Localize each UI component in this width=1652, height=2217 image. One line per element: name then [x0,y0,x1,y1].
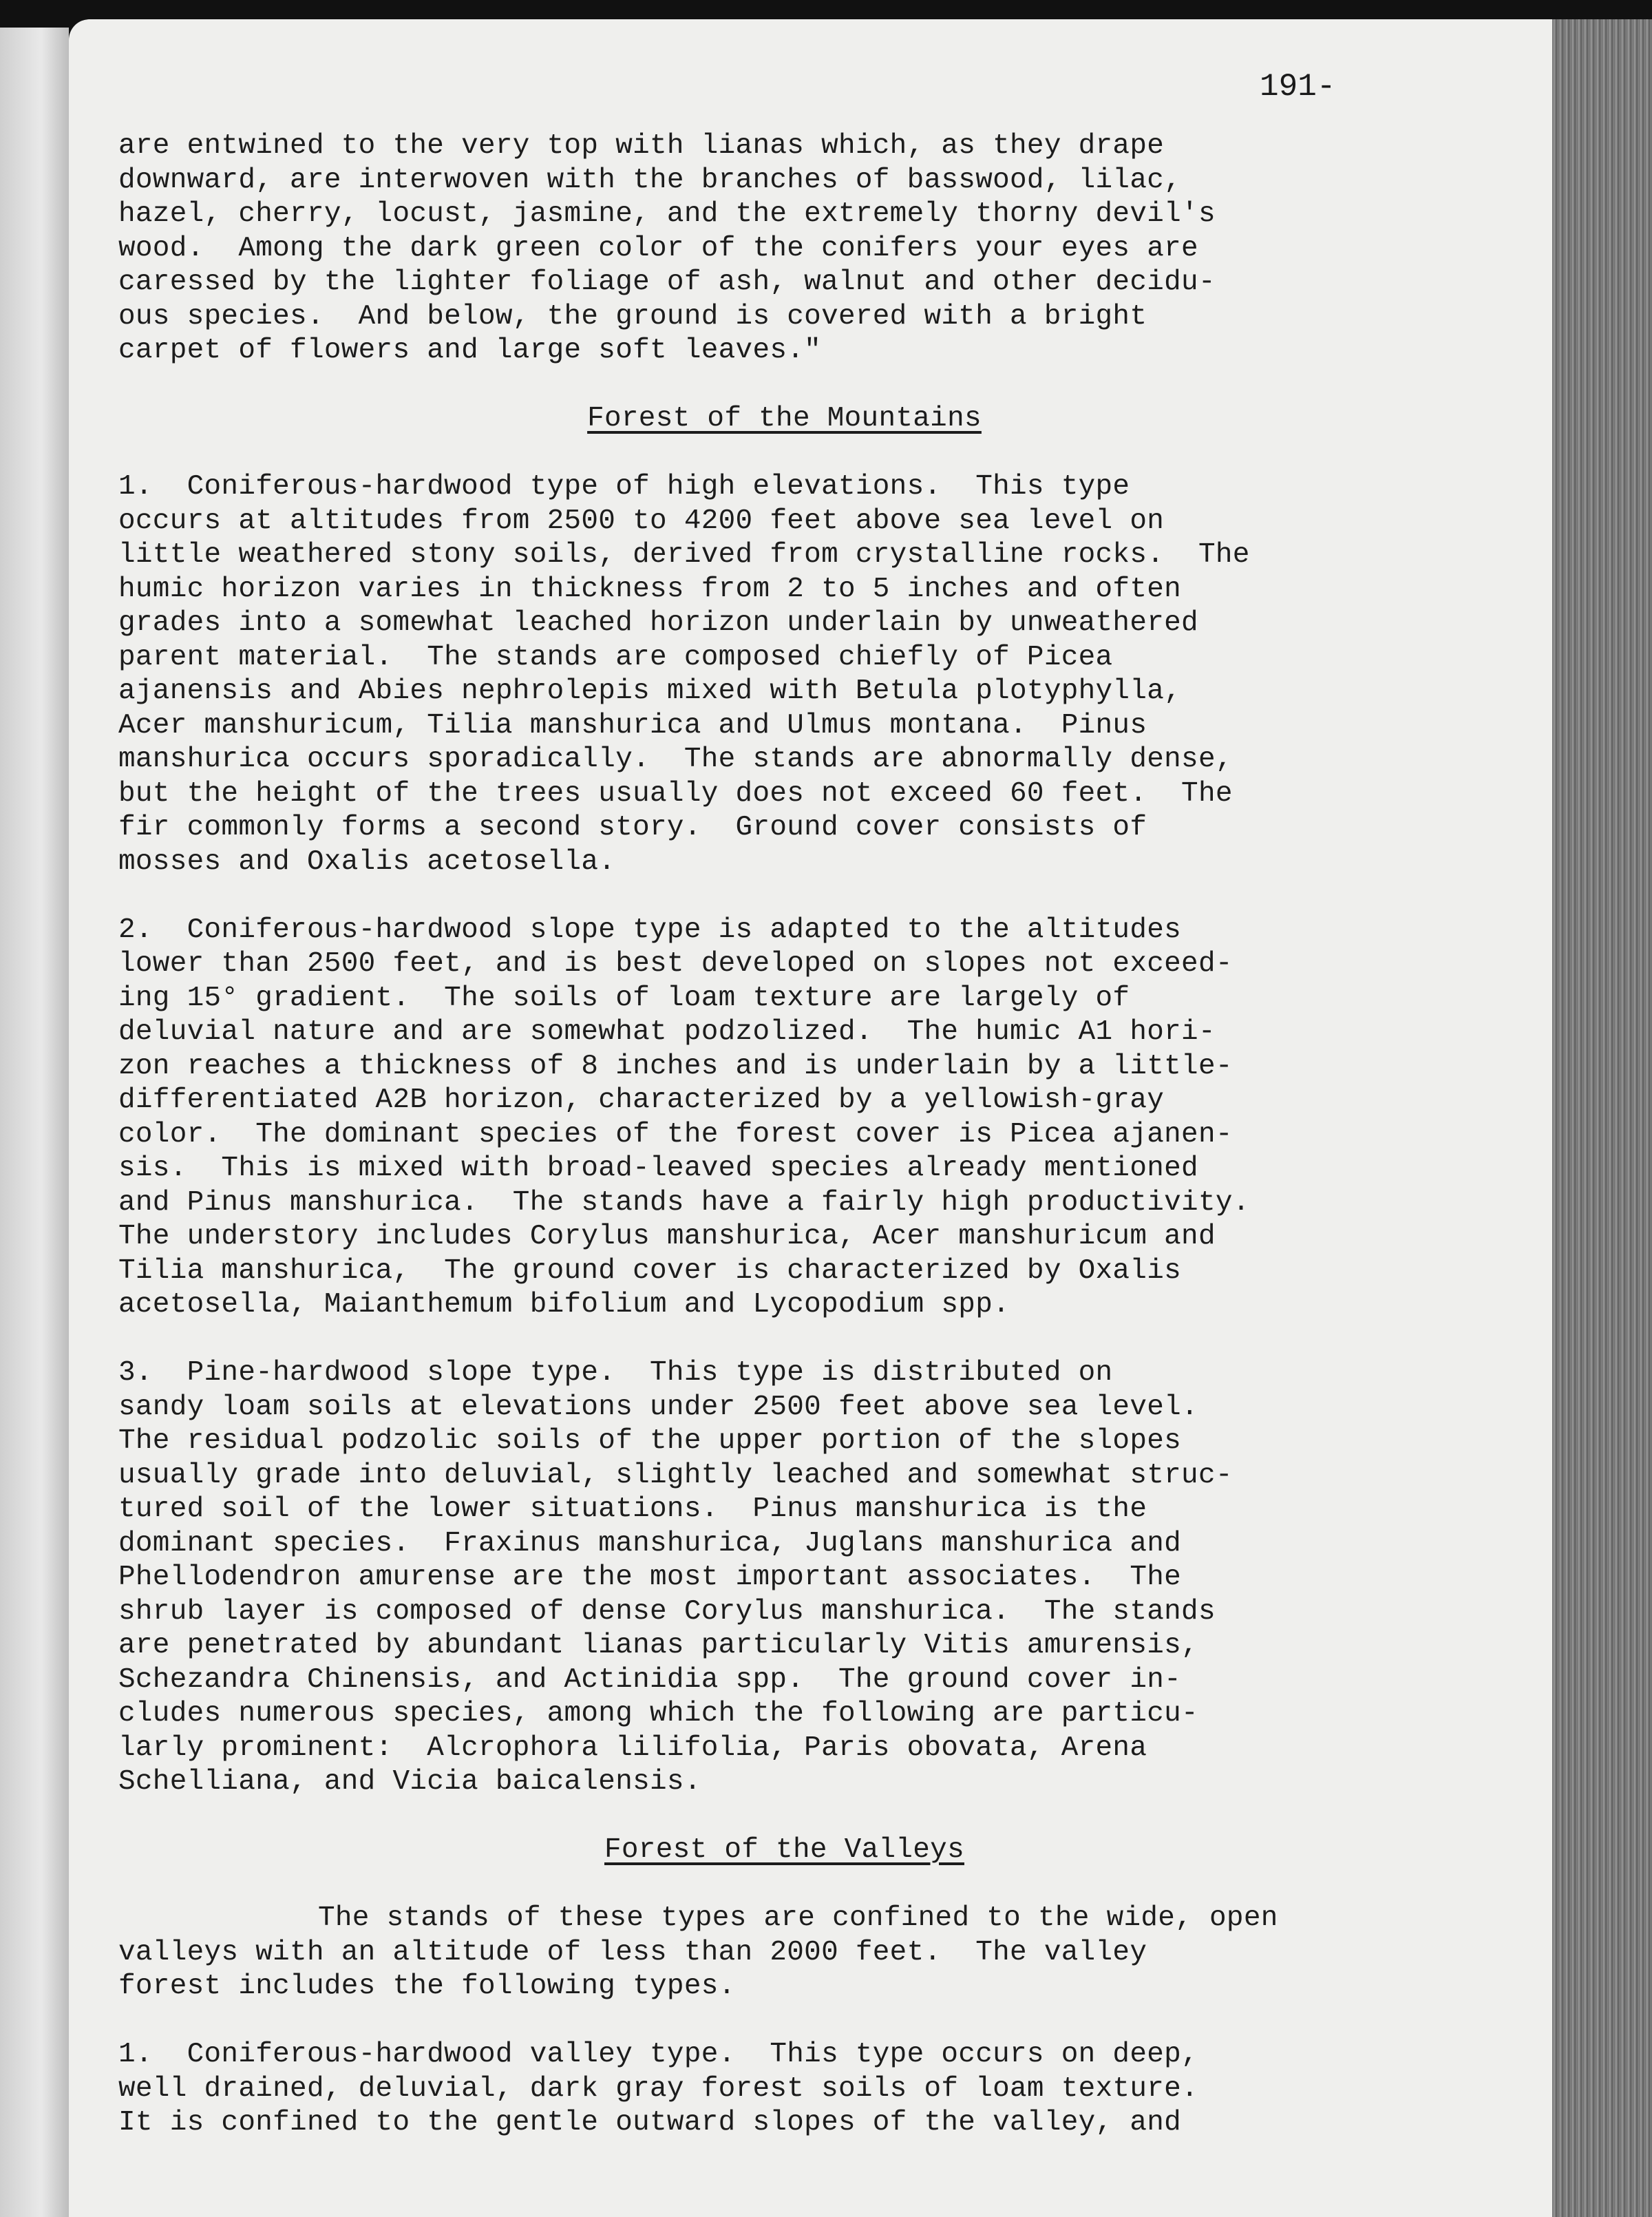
text-line: but the height of the trees usually does not exceed 60 feet. The [118,777,1233,810]
section-heading-valleys: Forest of the Valleys [604,1834,964,1866]
text-line: mosses and Oxalis acetosella. [118,845,616,878]
text-line: grades into a somewhat leached horizon underlain by unweathered [118,607,1198,639]
paragraph-4 [118,1902,1450,2004]
text-line: Schelliana, and Vicia baicalensis. [118,1766,701,1798]
text-line: usually grade into deluvial, slightly leached and somewhat struc- [118,1459,1233,1491]
text-line: downward, are interwoven with the branches of basswood, lilac, [118,164,1182,196]
text-line: valleys with an altitude of less than 2000 feet. The valley [118,1936,1147,1968]
text-line: larly prominent: Alcrophora lilifolia, Paris obovata, Arena [118,1732,1147,1764]
text-line: sis. This is mixed with broad-leaved species already mentioned [118,1153,1198,1184]
text-line: little weathered stony soils, derived from crystalline rocks. The [118,539,1250,571]
text-line: The understory includes Corylus manshurica, Acer manshuricum and [118,1221,1216,1252]
text-line: well drained, deluvial, dark gray forest soils of loam texture. [118,2072,1198,2105]
text-line: tured soil of the lower situations. Pinus manshurica is the [118,1493,1147,1525]
text-line: acetosella, Maianthemum bifolium and Lycopodium spp. [118,1289,1010,1321]
section-heading-mountains: Forest of the Mountains [587,403,982,434]
text-line: sandy loam soils at elevations under 2500 feet above sea level. [118,1391,1198,1423]
text-line: Phellodendron amurense are the most important associates. The [118,1562,1182,1593]
text-line: carpet of flowers and large soft leaves." [118,335,822,366]
text-line: shrub layer is composed of dense Corylus manshurica. The stands [118,1595,1216,1628]
text-line: deluvial nature and are somewhat podzolized. The humic A1 hori- [118,1016,1216,1048]
text-line: ous species. And below, the ground is covered with a bright [118,300,1147,333]
paragraph-1 [118,470,1450,879]
text-line: Tilia manshurica, The ground cover is characterized by Oxalis [118,1254,1182,1287]
text-line: manshurica occurs sporadically. The stands are abnormally dense, [118,744,1233,775]
text-line: fir commonly forms a second story. Ground cover consists of [118,812,1147,843]
text-line: The stands of these types are confined to the wide, open [318,1902,1278,1934]
text-line: are entwined to the very top with lianas which, as they drape [118,130,1165,162]
body-text [118,129,1450,2141]
text-line: cludes numerous species, among which the following are particu- [118,1698,1198,1730]
text-line: ing 15° gradient. The soils of loam texture are largely of [118,982,1130,1014]
text-line: parent material. The stands are composed chiefly of Picea [118,641,1113,673]
text-line: 1. Coniferous-hardwood valley type. This type occurs on deep, [118,2039,1198,2070]
text-line: ajanensis and Abies nephrolepis mixed with Betula plotyphylla, [118,675,1182,707]
text-line: are penetrated by abundant lianas particularly Vitis amurensis, [118,1630,1198,1661]
text-line: It is confined to the gentle outward slopes of the valley, and [118,2107,1182,2139]
text-line: caressed by the lighter foliage of ash, walnut and other decidu- [118,266,1216,298]
text-line: 2. Coniferous-hardwood slope type is adapted to the altitudes [118,914,1182,946]
text-line: dominant species. Fraxinus manshurica, Juglans manshurica and [118,1527,1182,1559]
text-line: Schezandra Chinensis, and Actinidia spp. The ground cover in- [118,1663,1182,1696]
paragraph-5 [118,2038,1450,2141]
text-line: occurs at altitudes from 2500 to 4200 feet above sea level on [118,505,1165,537]
paragraph-3 [118,1356,1450,1800]
facing-page-edge [0,28,69,2217]
text-line: and Pinus manshurica. The stands have a fairly high productivity. [118,1186,1250,1219]
text-line: The residual podzolic soils of the upper portion of the slopes [118,1425,1182,1457]
text-line: humic horizon varies in thickness from 2 to 5 inches and often [118,573,1182,605]
text-line: Acer manshuricum, Tilia manshurica and Ulmus montana. Pinus [118,709,1147,742]
text-line: hazel, cherry, locust, jasmine, and the extremely thorny devil's [118,198,1216,230]
book-page-edges [1552,19,1652,2217]
paragraph-2 [118,914,1450,1323]
text-line: 1. Coniferous-hardwood type of high elevations. This type [118,471,1130,503]
text-line: forest includes the following types. [118,1971,736,2002]
text-line: 3. Pine-hardwood slope type. This type is distributed on [118,1357,1113,1389]
intro-paragraph [118,129,1450,368]
text-line: color. The dominant species of the forest cover is Picea ajanen- [118,1118,1233,1150]
text-line: zon reaches a thickness of 8 inches and is underlain by a little- [118,1050,1233,1082]
text-line: lower than 2500 feet, and is best developed on slopes not exceed- [118,948,1233,980]
text-line: wood. Among the dark green color of the conifers your eyes are [118,232,1198,264]
text-line: differentiated A2B horizon, characterized by a yellowish-gray [118,1084,1165,1116]
page-number: 191- [1260,69,1336,105]
